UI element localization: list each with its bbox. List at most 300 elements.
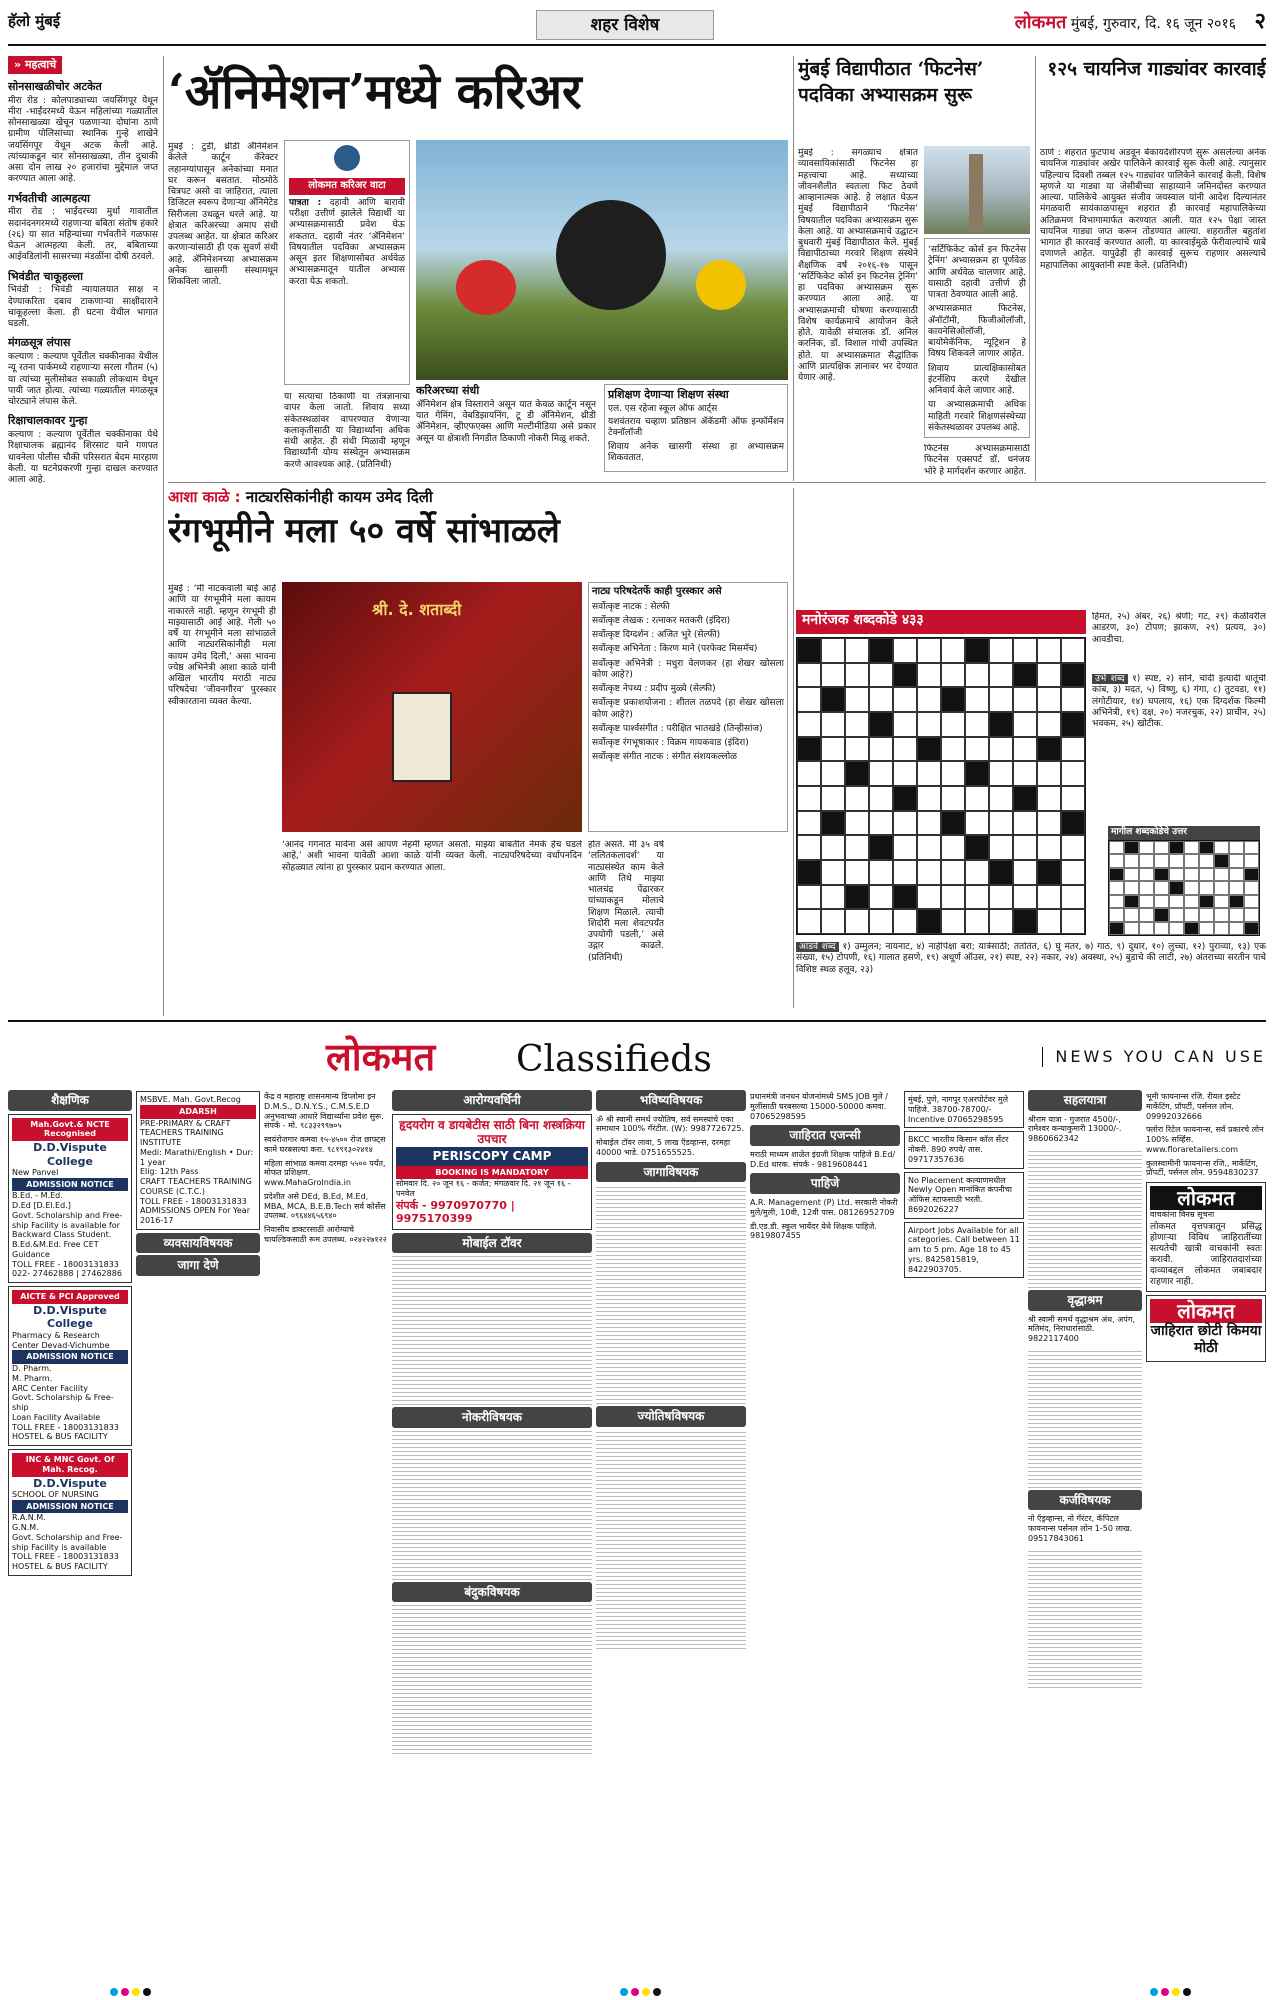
crossword-cell <box>845 835 869 860</box>
crossword-cell <box>797 737 821 762</box>
divider <box>163 56 164 1016</box>
lokmat-notice-box <box>1146 1182 1266 1292</box>
crossword-cell <box>917 761 941 786</box>
crossword-cell <box>917 860 941 885</box>
classified-item: BKCC भारतीय किसान कॉल सेंटर नोकरी. 890 रुपये/ तास. 09717357636 <box>904 1131 1024 1168</box>
crossword-cell <box>941 786 965 811</box>
crossword-cell <box>989 786 1013 811</box>
ad-line: TOLL FREE - 18003131833 <box>140 1196 247 1206</box>
chinese-headline-box <box>1040 56 1266 142</box>
black-bird-shape <box>556 200 666 310</box>
crossword-cell <box>893 811 917 836</box>
ad-line: D.Ed [D.El.Ed.] <box>12 1201 71 1211</box>
category-label: नोकरीविषयक <box>392 1407 592 1428</box>
mahatvache-item-title: गर्भवतीची आत्महत्या <box>8 191 90 205</box>
solution-cell <box>1169 881 1184 894</box>
career-box-label: पात्रता : <box>289 197 322 208</box>
solution-cell <box>1139 854 1154 867</box>
solution-cell <box>1184 922 1199 935</box>
ad-line: HOSTEL & BUS FACILITY <box>12 1562 108 1572</box>
crossword-cell <box>1061 860 1085 885</box>
crossword-cell <box>989 761 1013 786</box>
crossword-cell <box>965 835 989 860</box>
crossword-cell <box>989 835 1013 860</box>
crossword-cell <box>893 687 917 712</box>
classified-col-7 <box>904 1088 1024 1968</box>
ubhe-label: उभे शब्द <box>1092 674 1128 684</box>
crossword-cell <box>797 687 821 712</box>
ad-sub: Pharmacy & Research Center Devad-Vichumbe <box>12 1330 110 1350</box>
crossword-cell <box>965 663 989 688</box>
crossword-cell <box>845 786 869 811</box>
category-label: मोबाईल टॉवर <box>392 1233 592 1254</box>
booking-note: BOOKING IS MANDATORY <box>396 1166 588 1180</box>
education-ad <box>8 1114 132 1284</box>
solution-cell <box>1154 854 1169 867</box>
classified-item: प्रदेशीत असे DEd, B.Ed, M.Ed, MBA, MCA, B.E.B.Tech सर्व कोर्सेस उपलब्ध. ०९६४४६५६९४० <box>264 1191 386 1221</box>
crossword-cell <box>1061 712 1085 737</box>
solution-cell <box>1214 841 1229 854</box>
solution-title: मागील शब्दकोडेचे उत्तर <box>1108 826 1260 840</box>
crossword-cell <box>869 663 893 688</box>
crossword-cell <box>821 885 845 910</box>
solution-cell <box>1124 895 1139 908</box>
filler-text <box>392 1430 592 1580</box>
classified-item: श्रीराम यात्रा - गुजरात 4500/-, रामेश्वर कन्याकुमारी 13000/-. 9860662342 <box>1028 1114 1122 1144</box>
crossword-cell <box>845 811 869 836</box>
ad-head: MSBVE. Mah. Govt.Recog <box>140 1095 241 1104</box>
crossword-cell <box>989 860 1013 885</box>
ad-sub: New Panvel <box>12 1167 59 1177</box>
crossword-cell <box>1037 687 1061 712</box>
career-box-body: दहावी आणि बारावी परीक्षा उत्तीर्ण झालेले विद्यार्थी या अभ्यासक्रमासाठी प्रवेश घेऊ शकतात. दहावी नंतर ‘ॲनिमेशन’ विषयातील पदविका अभ्यासक्रम असून इतर शिक्षणासोबत अर्धवेळ अभ्यासक्रमातून यातील अभ्यास करता येऊ शकतो. <box>289 197 405 287</box>
classified-col-5 <box>596 1088 746 1968</box>
crossword-cell <box>869 811 893 836</box>
fitness-headline: मुंबई विद्यापीठात ‘फिटनेस’ पदविका अभ्यासक्रम सुरू <box>798 58 984 106</box>
crossword-cell <box>965 860 989 885</box>
award-item: सर्वोत्कृष्ट रंगभूषाकार : विक्रम गायकवाड (इंदिरा) <box>592 738 749 748</box>
yellow-bird-shape <box>696 260 746 310</box>
crossword-cell <box>893 737 917 762</box>
solution-cell <box>1184 868 1199 881</box>
solution-cell <box>1169 841 1184 854</box>
solution-cell <box>1109 854 1124 867</box>
health-ad <box>392 1114 592 1230</box>
mahatvache-item-body: मीरा रोड : भाईंदरच्या मुर्धा गावातील सदानंदनगरमध्ये राहणाऱ्या बबिता संतोष हंकारे (२६) या सात महिन्यांच्या गर्भवतीने गळफास घेऊन आत्महत्या केली. तर, बबिताच्या आईवडिलांनी सासरच्या मंडळींना दोषी ठरवले. <box>8 207 158 263</box>
classified-col-6 <box>750 1088 900 1968</box>
crossword-cell <box>869 786 893 811</box>
solution-cell <box>1244 908 1259 921</box>
award-item: सर्वोत्कृष्ट नाटक : सेल्फी <box>592 601 670 612</box>
crossword-cell <box>1013 712 1037 737</box>
crossword-cell <box>965 687 989 712</box>
classified-item: मराठी माध्यम शाळेत इंग्रजी शिक्षक पाहिजे B.Ed/ D.Ed धारक. संपर्क - 9819608441 <box>750 1149 896 1169</box>
crossword-cell <box>893 885 917 910</box>
crossword-cell <box>869 712 893 737</box>
crossword-cell <box>1061 737 1085 762</box>
crossword-grid <box>796 637 1086 935</box>
crossword-cell <box>1037 712 1061 737</box>
crossword-cell <box>869 885 893 910</box>
crossword-cell <box>1037 786 1061 811</box>
ad-line: G.N.M. <box>12 1523 39 1533</box>
crossword-cell <box>1013 885 1037 910</box>
solution-cell <box>1139 908 1154 921</box>
crossword-cell <box>797 811 821 836</box>
ad-line: ARC Center Facility <box>12 1383 88 1393</box>
solution-cell <box>1124 854 1139 867</box>
crossword-cell <box>965 786 989 811</box>
crossword-cell <box>821 638 845 663</box>
solution-cell <box>1154 868 1169 881</box>
filler-text <box>392 1604 592 1754</box>
filler-text <box>1028 1548 1142 1688</box>
ad-name: D.D.Vispute College <box>33 1303 107 1331</box>
institute-item: एल. एस रहेजा स्कूल ऑफ आर्ट्स <box>608 403 718 414</box>
crossword-cell <box>1037 835 1061 860</box>
solution-cell <box>1139 841 1154 854</box>
crossword-cell <box>1061 663 1085 688</box>
crossword-cell <box>821 687 845 712</box>
crossword-cell <box>1013 909 1037 934</box>
filler-text <box>596 1429 746 1649</box>
crossword-cell <box>917 786 941 811</box>
career-box-title: लोकमत करिअर वाटा <box>289 178 405 195</box>
solution-cell <box>1199 922 1214 935</box>
crossword-cell <box>1013 687 1037 712</box>
classified-item: Airport Jobs Available for all categories. Call between 11 am to 5 pm. Age 18 to 45 yrs. 8425815819, 8422903705. <box>904 1222 1024 1279</box>
solution-cell <box>1109 841 1124 854</box>
crossword-cell <box>989 687 1013 712</box>
asha-headline: रंगभूमीने मला ५० वर्षे सांभाळले <box>168 510 560 551</box>
crossword-cell <box>1061 909 1085 934</box>
solution-cell <box>1169 908 1184 921</box>
crossword-cell <box>917 909 941 934</box>
crossword-cell <box>797 712 821 737</box>
filler-text <box>392 1255 592 1405</box>
solution-cell <box>1124 868 1139 881</box>
category-label: पाहिजे <box>750 1173 900 1194</box>
notice-subtitle: वाचकांना विनम्र सूचना <box>1150 1210 1215 1220</box>
solution-cell <box>1154 841 1169 854</box>
ad-line: B.Ed.&M.Ed. Free CET Guidance <box>12 1240 99 1259</box>
crossword-clues-right: हिमत, २५) अंबर, २६) श्रेणी; गट, २९) केळीवरील आडरण, ३०) टोपण; झाकण, २९) प्रत्यय, ३०) आवडीचा. <box>1092 612 1266 645</box>
camp-title: PERISCOPY CAMP <box>396 1147 588 1166</box>
fitness-headline-box <box>798 56 1030 142</box>
mahatvache-item-title: मंगळसूत्र लंपास <box>8 336 71 350</box>
crossword-cell <box>797 638 821 663</box>
award-item: सर्वोत्कृष्ट दिग्दर्शन : अजित भुरे (सेल्फी) <box>592 630 721 640</box>
solution-cell <box>1169 922 1184 935</box>
mahatvache-item-body: कल्याण : कल्याण पूर्वेतील चक्कीनाका येथील न्यू रतना पार्कमध्ये राहणाऱ्या सरला गौतम (५) या त्यांच्या मुलीसोबत सकाळी लोकधाम येथून पायी जात होत्या. त्यांच्या गळ्यातील मंगळसूत्र चोरट्याने लंपास केले. <box>8 352 158 407</box>
classified-item: मुंबई, पुणे, नागपूर एअरपोर्टवर मुले पाहिजे. 38700-78700/- Incentive 07065298595 <box>904 1091 1024 1128</box>
solution-cell <box>1229 895 1244 908</box>
ad-brand: लोकमत <box>1150 1299 1262 1323</box>
crossword-cell <box>797 835 821 860</box>
solution-cell <box>1244 868 1259 881</box>
crossword-cell <box>941 811 965 836</box>
registration-marks-left <box>110 1988 154 1996</box>
solution-cell <box>1139 881 1154 894</box>
crossword-cell <box>869 761 893 786</box>
ad-name: D.D.Vispute College <box>33 1141 107 1168</box>
divider <box>1035 56 1036 481</box>
institute-item: यशवंतराव चव्हाण प्रतिष्ठान ॲकॅडमी ऑफ इन्फॉर्मेशन टेक्नॉलॉजी <box>608 417 784 439</box>
crossword-cell <box>845 909 869 934</box>
asha-kicker-rest: नाट्यरसिकांनीही कायम उमेद दिली <box>245 488 433 506</box>
education-ad <box>8 1286 132 1446</box>
ad-name: ADARSH <box>140 1105 256 1119</box>
crossword-cell <box>917 638 941 663</box>
crossword-cell <box>869 638 893 663</box>
category-label: जाहिरात एजन्सी <box>750 1125 900 1146</box>
solution-cell <box>1214 881 1229 894</box>
registration-marks-center <box>620 1988 664 1996</box>
institutes-title: प्रशिक्षण देणाऱ्या शिक्षण संस्था <box>608 388 729 401</box>
crossword-cell <box>893 909 917 934</box>
solution-cell <box>1199 895 1214 908</box>
crossword-cell <box>917 712 941 737</box>
solution-cell <box>1214 868 1229 881</box>
category-label: ज्योतिषविषयक <box>596 1406 746 1427</box>
crossword-cell <box>965 761 989 786</box>
solution-cell <box>1229 841 1244 854</box>
classified-col-3 <box>264 1088 388 1968</box>
crossword-cell <box>917 811 941 836</box>
ad-line: TOLL FREE - 18003131833 <box>12 1259 119 1269</box>
category-label: जागाविषयक <box>596 1162 746 1183</box>
fitness-box-item: अभ्यासक्रमात फिटनेस, ॲनॉटॉमी, फिजीओलॉजी, कायनेसिओलॉजी, बायोमेकॅनिक, न्यूट्रिशन हे विषय शिकवले जाणार आहेत. <box>928 304 1026 360</box>
clock-tower-shape <box>969 154 983 232</box>
ad-line: ADMISSIONS OPEN For Year 2016-17 <box>140 1206 250 1225</box>
crossword-cell <box>1037 638 1061 663</box>
ad-line: TOLL FREE - 18003131833 <box>12 1422 119 1432</box>
crossword-cell <box>965 712 989 737</box>
crossword-cell <box>989 638 1013 663</box>
solution-cell <box>1154 881 1169 894</box>
asha-body-3: होत असते. मी ३५ वर्षे ‘ललितकलादर्श’ या नाट्यसंस्थेत काम केले आणि तिथे माझ्या भालचंद्र पेंढारकर यांच्याकडून मोलाचे शिक्षण मिळाले. त्याची शिदोरी मला शेवटपर्यंत उपयोगी पडली,’ असे उद्गार काढले. (प्रतिनिधी) <box>588 840 664 963</box>
solution-cell <box>1199 841 1214 854</box>
stage-banner-text: श्री. दे. शताब्दी <box>372 600 462 619</box>
crossword-cell <box>1037 860 1061 885</box>
ad-line: Govt. Scholarship and Free-ship Facility is available <box>12 1532 123 1552</box>
category-health: आरोग्यवर्धिनी <box>392 1090 592 1111</box>
divider <box>8 1020 1266 1022</box>
education-ad <box>8 1449 132 1576</box>
category-label: सहलयात्रा <box>1028 1090 1142 1111</box>
crossword-cell <box>1013 761 1037 786</box>
crossword-cell <box>821 737 845 762</box>
health-title: हृदयरोग व डायबेटीस साठी बिना शस्त्रक्रिया उपचार <box>399 1117 585 1147</box>
dateline <box>1015 12 1236 35</box>
crossword-cell <box>941 761 965 786</box>
category-astrology: भविष्यविषयक <box>596 1090 746 1111</box>
solution-cell <box>1184 895 1199 908</box>
asha-body-2: ‘आनंद गगनात मावेना असे आपण नेहमी म्हणत असतो. माझ्या बाबतीत नेमके हेच घडले आहे,’ अशी भावना यावेळी आशा काळे यांनी व्यक्त केली. नाट्यपरिषदेच्या वर्धापनदिन सोहळ्यात त्यांना हा पुरस्कार प्रदान करण्यात आला. <box>282 840 582 873</box>
ubhe-clues <box>1092 674 1266 834</box>
fitness-body: मुंबई : सगळ्याच क्षेत्रात व्यावसायिकांसाठी फिटनेस हा महत्त्वाचा आहे. सध्याच्या जीवनशैलीत स्वतःला फिट ठेवणे आव्हानात्मक आहे. हे लक्षात घेऊन मुंबई विद्यापीठाने ‘फिटनेस’ विषयातील पदविका अभ्यासक्रम सुरू केला आहे. या अभ्यासक्रमाचे उद्घाटन बुधवारी मुंबई विद्यापीठात केले. मुंबई विद्यापीठाच्या गरवारे शिक्षण संस्थेने शैक्षणिक वर्ष २०१६-१७ पासून ‘सर्टिफिकेट कोर्स इन फिटनेस ट्रेनिंग’ हा पदविका अभ्यासक्रम सुरू करण्यात आला आहे. या अभ्यासक्रमाची घोषणा करण्यासाठी विशेष कार्यक्रमाचे आयोजन केले होते. यावेळी संचालक डॉ. अनिल करनिक, डॉ. विशाल गांधी उपस्थित होते. या अभ्यासक्रमात सैद्धांतिक आणि प्रात्यक्षिक ज्ञानावर भर देण्यात येणार आहे. <box>798 148 918 383</box>
crossword-cell <box>1037 663 1061 688</box>
classified-item: स्वयंरोजगार कमवा १५-४५०० रोज छाफ्ट्स कामे घरबसल्या करा. ९८१९१३०२४१४ <box>264 1135 386 1154</box>
crossword-cell <box>797 786 821 811</box>
category-label: वृद्धाश्रम <box>1028 1290 1142 1311</box>
solution-cell <box>1199 908 1214 921</box>
classified-col-education <box>8 1088 132 1968</box>
ad-line: Elig: 12th Pass <box>140 1167 199 1177</box>
chinese-body: ठाणे : शहरात फुटपाथ अडवून बेकायदेशीरपणे सुरू असलेल्या अनेक चायनिज गाड्यांवर अखेर पालिकेने कारवाई सुरू केली आहे. त्यानुसार पहिल्याच दिवशी तब्बल १२५ गाड्यांवर पालिकेने कारवाई केली. विशेष म्हणजे या गाड्या या जेसीबीच्या साहाय्याने जमिनदोस्त करण्यात आल्या. पालिकेचे आयुक्त संजीव जयस्वाल यांनी आदेश दिल्यानंतर मंगळवारी सायंकाळपासून शहरात ही कारवाई महापालिकेच्या अतिक्रमण विभागामार्फत करण्यात आली. यात १२५ पेक्षा जास्त चायनिज गाड्या जप्त करून तोडण्यात आल्या. शहरातील बहुतांश भागात ही कारवाई करण्यात आली. या कारवाईमुळे फेरीवाल्यांचे धाबे दणाणले आहेत. यापुढेही ही कारवाई सुरूच राहणार असल्याचे महापालिका आयुक्तांनी स्पष्ट केले. (प्रतिनिधी) <box>1040 148 1266 271</box>
crossword-cell <box>893 712 917 737</box>
career-opportunities-body: ॲनिमेशन क्षेत्र विस्ताराने असून यात केवळ कार्टून नसून यात गेमिंग, वेबडिझायनिंग, टू डी ॲनिमेशन, थ्रीडी ॲनिमेशन, व्हीएफएक्स आणि मल्टीमीडिया असे प्रकार असून या क्षेत्राशी निगडीत ठिकाणी नोकरी मिळू शकते. <box>416 399 596 444</box>
crossword-cell <box>917 663 941 688</box>
solution-cell <box>1154 908 1169 921</box>
asha-headline-box <box>168 488 788 578</box>
crossword-cell <box>893 638 917 663</box>
solution-cell <box>1109 868 1124 881</box>
crossword-cell <box>1061 786 1085 811</box>
crossword-cell <box>869 835 893 860</box>
ad-sub: SCHOOL OF NURSING <box>12 1489 99 1499</box>
crossword-cell <box>1037 737 1061 762</box>
classified-item: मोबाईल टॉवर लावा, 5 लाख ऍडव्हान्स, दरमहा 40000 भाडे. 0751655525. <box>596 1138 731 1157</box>
crossword-cell <box>797 663 821 688</box>
registration-marks-right <box>1150 1988 1194 1996</box>
crossword-cell <box>821 761 845 786</box>
crossword-cell <box>1013 786 1037 811</box>
classifieds-title: Classifieds <box>516 1039 712 1080</box>
award-item: सर्वोत्कृष्ट लेखक : रत्नाकर मतकरी (इंदिरा) <box>592 615 731 626</box>
crossword-cell <box>797 761 821 786</box>
solution-cell <box>1199 868 1214 881</box>
crossword-cell <box>845 638 869 663</box>
solution-cell <box>1154 895 1169 908</box>
ad-band: ADMISSION NOTICE <box>12 1350 128 1364</box>
crossword-cell <box>845 737 869 762</box>
crossword-cell <box>821 786 845 811</box>
ad-line: HOSTEL & BUS FACILITY <box>12 1432 108 1442</box>
classified-item: A.R. Management (P) Ltd. सरकारी नोकरी मुले/मुली, 10वी, 12वी पास. 08126952709 <box>750 1198 898 1217</box>
classified-item: श्री स्वामी समर्थ वृद्धाश्रम अंध, अपंग, मतिमंद, निराधारांसाठी. 9822117400 <box>1028 1314 1135 1343</box>
page-number: २ <box>1254 9 1266 34</box>
ad-line: CRAFT TEACHERS TRAINING COURSE (C.T.C.) <box>140 1177 252 1196</box>
award-item: सर्वोत्कृष्ट प्रकाशयोजना : शीतल तळपदे (हा शेखर खोसला कोण आहे?) <box>592 698 784 720</box>
animation-body-2: या सत्याचा ठिकाणी या तंत्रज्ञानाचा वापर केला जातो. शिवाय सध्या संकेतस्थळांवर वापरण्यात येणाऱ्या कलाकृतीसाठी या विद्यार्थ्यांना अधिक संधी आहेत. ही संधी मिळावी म्हणून विद्यार्थ्यांनी योग्य संस्थेतून अभ्यासक्रम करणे आवश्यक आहे. (प्रतिनिधी) <box>284 392 410 470</box>
classified-col-8 <box>1028 1088 1142 1968</box>
crossword-cell <box>1061 811 1085 836</box>
solution-cell <box>1169 868 1184 881</box>
ad-head: INC & MNC Govt. Of Mah. Recog. <box>12 1453 128 1477</box>
solution-cell <box>1199 881 1214 894</box>
crossword-number: ४३३ <box>901 612 924 628</box>
crossword-cell <box>941 638 965 663</box>
crossword-cell <box>941 663 965 688</box>
crossword-title-bar <box>796 610 1086 634</box>
classified-item: फ्लोरा रिटेल फायनान्स, सर्व प्रकारचे लोन 100% सर्व्हिस. www.floraretailers.com <box>1146 1125 1264 1154</box>
camp-dates: सोमवार दि. २० जून १६ - कर्जत; मंगळवार दि. २१ जून १६ - पनवेल <box>396 1179 571 1198</box>
asha-kicker: आशा काळे : <box>168 488 241 506</box>
ubhe-text: १) स्पष्ट, २) सोने, चांदी इत्यादी धातूंची कांब, ३) मदत, ५) विष्णु, ६) गंगा, ८) तुटवडा, ११) लंगोटीयार, १४) घपलाय, १६) एक दिग्दर्शक फिल्मी अभिनेत्री, १९) दक्ष, २०) नजरचुक, २२) प्राचीन, २५) भवकम, २५) खोटीक. <box>1092 674 1266 729</box>
solution-cell <box>1124 908 1139 921</box>
mahatvache-item-title: रिक्षाचालकावर गुन्हा <box>8 414 88 428</box>
masthead <box>8 6 1266 46</box>
date-text: मुंबई, गुरुवार, दि. १६ जून २०१६ <box>1070 16 1236 32</box>
fitness-box-item: शिवाय प्रात्यक्षिकासोबत इंटर्नशिप करणे देखील अनिवार्य केले जाणार आहे. <box>928 363 1026 396</box>
ad-line: Govt. Scholarship and Free-ship Facility is available for Backward Class Student. <box>12 1210 123 1240</box>
solution-cell <box>1199 854 1214 867</box>
ad-line: Govt. Scholarship & Free-ship <box>12 1393 114 1412</box>
ad-band: ADMISSION NOTICE <box>12 1178 128 1192</box>
solution-cell <box>1244 881 1259 894</box>
solution-cell <box>1169 854 1184 867</box>
crossword-cell <box>893 835 917 860</box>
divider <box>793 56 794 481</box>
crossword-cell <box>965 909 989 934</box>
solution-grid <box>1108 840 1260 936</box>
crossword-cell <box>941 835 965 860</box>
solution-cell <box>1184 908 1199 921</box>
solution-cell <box>1214 922 1229 935</box>
ad-line: D. Pharm. <box>12 1364 52 1373</box>
crossword-cell <box>965 885 989 910</box>
crossword-cell <box>821 909 845 934</box>
solution-cell <box>1214 908 1229 921</box>
solution-cell <box>1214 895 1229 908</box>
animation-body-1: मुंबई : टुडी, थ्रीडी ॲनिमेशन केलेले कार्टून कॅरेक्टर लहानग्यांपासून अनेकांच्या मनात घर करून बसतात. मोठमोठे चित्रपट असो वा जाहिरात, त्याला डिजिटल स्वरूप देणाऱ्या ॲनिमेटेड सिरीजला उधळून धरले आहे. या क्षेत्रात करिअरच्या अमाप संधी उपलब्ध आहेत. या क्षेत्रात करिअर करणाऱ्यांसाठी ही एक सुवर्ण संधी आहे. ॲनिमेशनच्या अभ्यासक्रम अनेक खासगी संस्थामधून शिकविला जातो. <box>168 142 278 287</box>
crossword-cell <box>989 737 1013 762</box>
crossword-cell <box>1061 687 1085 712</box>
filler-text <box>1028 1148 1142 1288</box>
crossword-cell <box>1013 811 1037 836</box>
crossword-cell <box>797 909 821 934</box>
paper-logo: लोकमत <box>1014 12 1067 33</box>
crossword-cell <box>917 885 941 910</box>
crossword-cell <box>989 663 1013 688</box>
crossword-cell <box>893 786 917 811</box>
phone-number: संपर्क - 9970970770 | 9975170399 <box>396 1198 515 1226</box>
awards-box <box>588 582 788 832</box>
mahatvache-item-body: भिवंडी : भिवंडी न्यायालयात साक्ष न देण्याकरिता दबाव टाकणाऱ्या साक्षीदाराने चाकूहल्ला केला. ही घटना येथील भागात घडली. <box>8 285 158 329</box>
crossword-cell <box>821 835 845 860</box>
ad-head: AICTE & PCI Approved <box>12 1290 128 1304</box>
crossword-cell <box>845 712 869 737</box>
crossword-cell <box>845 663 869 688</box>
classified-item: प्रधानमंत्री जनधन योजनांमध्ये SMS JOB मुले / मुलींसाठी घरबसल्या 15000-50000 कमवा. 07065298595 <box>750 1092 888 1121</box>
ad-line: TOLL FREE - 18003131833 <box>12 1552 119 1562</box>
crossword-cell <box>1013 835 1037 860</box>
crossword-cell <box>821 860 845 885</box>
mahatvache-tag: » महत्वाचे <box>8 56 62 74</box>
crossword-cell <box>845 885 869 910</box>
crossword-cell <box>821 712 845 737</box>
fitness-box-item: ‘सर्टिफिकेट कोर्स इन फिटनेस ट्रेनिंग’ अभ्यासक्रम हा पूर्णवेळ आणि अर्धवेळ चालणार आहे. यासाठी दहावी उत्तीर्ण ही पात्रता ठेवण्यात आली आहे. <box>928 245 1026 300</box>
crossword-cell <box>1037 885 1061 910</box>
crossword-cell <box>941 687 965 712</box>
solution-cell <box>1229 922 1244 935</box>
ad-line: B.Ed. - M.Ed. <box>12 1191 63 1201</box>
crossword-cell <box>941 885 965 910</box>
ad-band: ADMISSION NOTICE <box>12 1500 128 1514</box>
crossword-cell <box>1037 761 1061 786</box>
classifieds-tagline: NEWS YOU CAN USE <box>1042 1047 1266 1067</box>
crossword-cell <box>1061 885 1085 910</box>
solution-cell <box>1139 868 1154 881</box>
award-item: सर्वोत्कृष्ट अभिनेत्री : मधुरा वेलणकर (हा शेखर खोसला कोण आहे?) <box>592 658 784 680</box>
crossword-cell <box>941 712 965 737</box>
solution-cell <box>1109 908 1124 921</box>
solution-cell <box>1184 841 1199 854</box>
award-frame-shape <box>392 692 452 782</box>
crossword-cell <box>1013 737 1037 762</box>
classified-col-9 <box>1146 1088 1266 1968</box>
